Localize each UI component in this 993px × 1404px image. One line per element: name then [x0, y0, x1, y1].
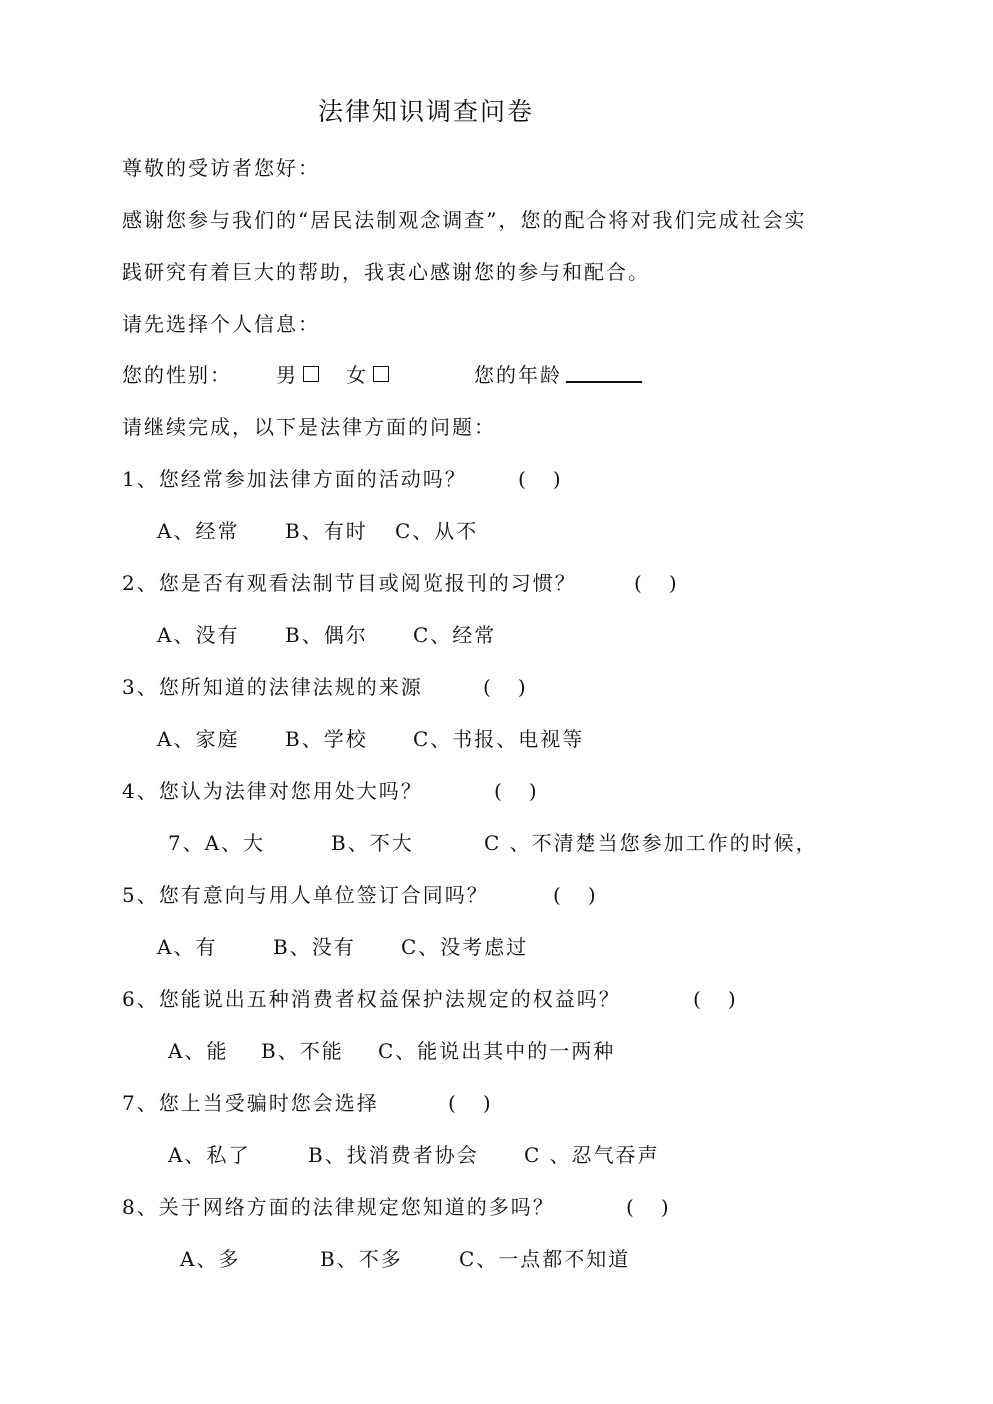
female-label: 女	[346, 363, 368, 387]
personal-info-prompt: 请先选择个人信息：	[122, 312, 320, 336]
option-a[interactable]: A、有	[157, 935, 218, 959]
option-a[interactable]: A、私了	[168, 1143, 251, 1167]
option-b[interactable]: B、学校	[285, 727, 368, 751]
answer-blank[interactable]: ( )	[634, 571, 679, 595]
option-a[interactable]: A、经常	[157, 519, 240, 543]
option-b[interactable]: B、没有	[273, 935, 356, 959]
answer-blank[interactable]: ( )	[693, 987, 738, 1011]
question-text: 2、您是否有观看法制节目或阅览报刊的习惯？	[122, 571, 577, 595]
age-label: 您的年龄	[474, 363, 562, 387]
female-checkbox[interactable]	[373, 366, 389, 382]
question-text: 1、您经常参加法律方面的活动吗？	[122, 467, 467, 491]
question-text: 4、您认为法律对您用处大吗？	[122, 779, 423, 803]
answer-blank[interactable]: ( )	[553, 883, 598, 907]
option-c[interactable]: C、经常	[413, 623, 497, 647]
option-c[interactable]: C、一点都不知道	[459, 1247, 631, 1271]
male-label: 男	[276, 363, 298, 387]
question-text: 3、您所知道的法律法规的来源	[122, 675, 423, 699]
option-a[interactable]: A、家庭	[157, 727, 240, 751]
question-text: 8、关于网络方面的法律规定您知道的多吗？	[122, 1195, 555, 1219]
intro-line-2: 践研究有着巨大的帮助，我衷心感谢您的参与和配合。	[122, 260, 650, 284]
option-b[interactable]: B、不能	[261, 1039, 344, 1063]
option-a[interactable]: A、能	[168, 1039, 229, 1063]
answer-blank[interactable]: ( )	[448, 1091, 493, 1115]
question-text: 5、您有意向与用人单位签订合同吗？	[122, 883, 489, 907]
age-input-line[interactable]	[566, 381, 642, 383]
option-b[interactable]: B、有时	[285, 519, 368, 543]
male-checkbox[interactable]	[303, 366, 319, 382]
option-b[interactable]: B、不大	[331, 831, 414, 855]
answer-blank[interactable]: ( )	[483, 675, 528, 699]
option-c[interactable]: C、书报、电视等	[413, 727, 585, 751]
answer-blank[interactable]: ( )	[626, 1195, 671, 1219]
document-title: 法律知识调查问卷	[318, 97, 535, 126]
answer-blank[interactable]: ( )	[494, 779, 539, 803]
option-c[interactable]: C 、忍气吞声	[524, 1143, 660, 1167]
option-c[interactable]: C、能说出其中的一两种	[378, 1039, 616, 1063]
greeting: 尊敬的受访者您好：	[122, 156, 320, 180]
option-c[interactable]: C、没考虑过	[401, 935, 529, 959]
intro-line-1: 感谢您参与我们的“居民法制观念调查”，您的配合将对我们完成社会实	[122, 208, 807, 232]
question-text: 6、您能说出五种消费者权益保护法规定的权益吗？	[122, 987, 621, 1011]
option-a[interactable]: 7、A、大	[168, 831, 266, 855]
question-text: 7、您上当受骗时您会选择	[122, 1091, 379, 1115]
option-a[interactable]: A、没有	[157, 623, 240, 647]
option-a[interactable]: A、多	[180, 1247, 241, 1271]
option-c[interactable]: C 、不清楚当您参加工作的时候，	[484, 831, 818, 855]
continue-text: 请继续完成，以下是法律方面的问题：	[122, 415, 496, 439]
option-c[interactable]: C、从不	[395, 519, 479, 543]
option-b[interactable]: B、偶尔	[285, 623, 368, 647]
answer-blank[interactable]: ( )	[518, 467, 563, 491]
option-b[interactable]: B、找消费者协会	[308, 1143, 479, 1167]
option-b[interactable]: B、不多	[320, 1247, 403, 1271]
gender-label: 您的性别：	[122, 363, 232, 387]
